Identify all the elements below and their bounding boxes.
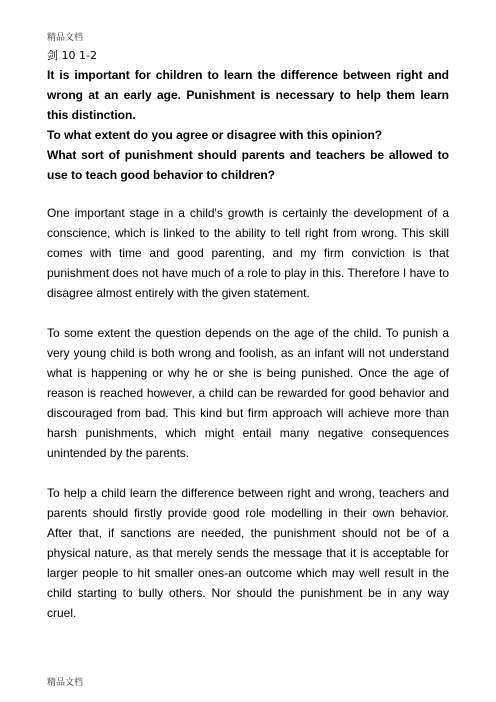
prompt-statement: It is important for children to learn the difference between right and wrong at an early age. Punishment is necessary to help them learn this distinction. [47,68,449,122]
prompt-question-1: To what extent do you agree or disagree with this opinion? [47,128,383,142]
document-code: 剑 10 1-2 [47,49,97,62]
prompt-question-2: What sort of punishment should parents and teachers be allowed to use to teach good behavior to children? [47,148,449,182]
page-footer-watermark: 精品文档 [47,678,84,688]
essay-prompt [47,65,449,185]
essay-paragraph-3: To help a child learn the difference between right and wrong, teachers and parents should firstly provide good role modelling in their own behavior. After that, if sanctions are needed, the punishment should not be of a physical nature, as that merely sends the message that it is acceptable for larger people to hit smaller ones-an outcome which may well result in the child starting to bully others. Nor should the punishment be in any way cruel. [47,486,449,620]
page-header-watermark: 精品文档 [47,33,84,43]
document-body [47,48,449,623]
essay-paragraph-1: One important stage in a child's growth is certainly the development of a conscience, which is linked to the ability to tell right from wrong. This skill comes with time and good parenting, and my firm conviction is that punishment does not have much of a role to play in this. Therefore I have to disagree almost entirely with the given statement. [47,206,449,300]
essay-paragraph-2: To some extent the question depends on the age of the child. To punish a very young child is both wrong and foolish, as an infant will not understand what is happening or why he or she is being punished. Once the age of reason is reached however, a child can be rewarded for good behavior and discouraged from bad. This kind but firm approach will achieve more than harsh punishments, which might entail many negative consequences unintended by the parents. [47,326,449,460]
